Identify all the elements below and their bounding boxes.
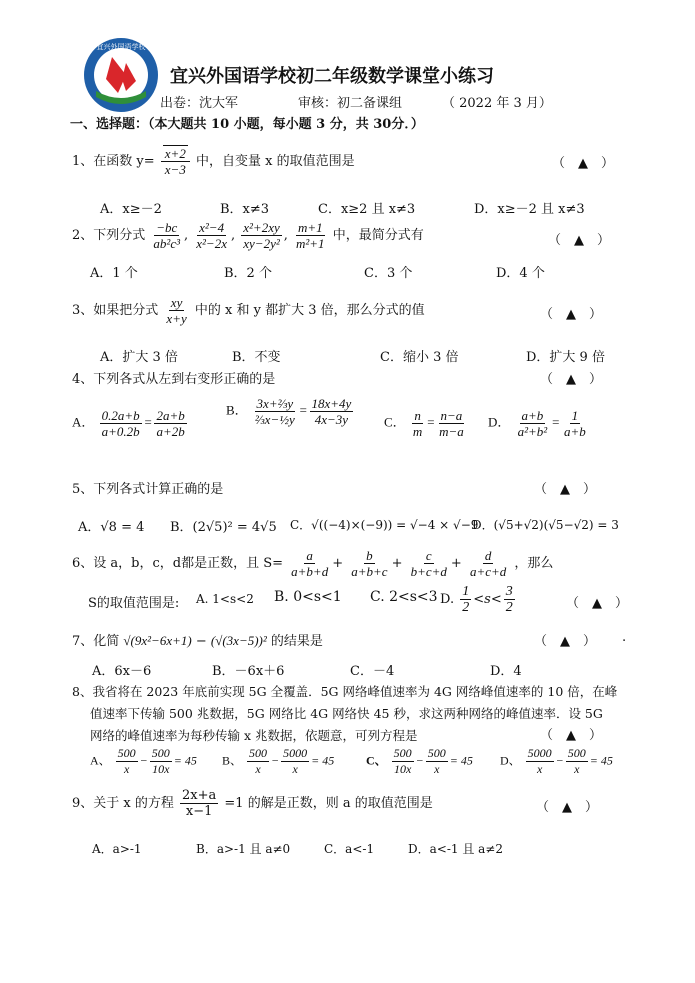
q6-stem-a: 6、设 a，b，c，d都是正数，且 S= [72, 556, 284, 571]
q2-f1-den: ab²c³ [153, 236, 180, 251]
question-6: 6、设 a，b，c，d都是正数，且 S= $\frac{a}{a+b+d}$ + $\frac{b}{a+b+c}$ + $\frac{c}{b+c+d}$ + $\frac{d}{a+c+d}$ ，那么 [72, 548, 554, 579]
q8-option-c[interactable]: C、 $\frac{500}{10x}$ − $\frac{500}{x}$ = 45 [366, 746, 473, 776]
question-1 [72, 146, 355, 177]
q3-mark: （ ▲ ） [540, 307, 602, 322]
q6-option-a[interactable]: A. 1<s<2 [196, 592, 254, 606]
q7-expr-2: (√(3x−5))² [210, 633, 267, 648]
section-title: 一、选择题：（本大题共 10 小题，每小题 3 分，共 30分．） [70, 117, 424, 132]
q2-f2-den: x²−2x [196, 236, 227, 251]
q3-option-a[interactable]: A．扩大 3 倍 [100, 350, 178, 365]
q9-option-b[interactable]: B．a>-1 且 a≠0 [196, 842, 291, 856]
q1-stem-a: 1、在函数 y= [72, 154, 155, 169]
q3-option-b[interactable]: B．不变 [232, 350, 281, 365]
q8-d-label: D、 [500, 753, 521, 768]
q1-option-b[interactable]: B．x≠3 [220, 202, 270, 217]
q2-stem-b: 中，最简分式有 [332, 228, 424, 243]
svg-text:宜兴外国语学校: 宜兴外国语学校 [96, 43, 146, 51]
q1-den: x−3 [164, 162, 186, 177]
q8-mark: （ ▲ ） [540, 728, 602, 743]
q4-b-label: B． [226, 402, 248, 418]
question-9 [72, 788, 433, 819]
q3-option-d[interactable]: D．扩大 9 倍 [526, 350, 605, 365]
q6-stem-b: ，那么 [514, 556, 554, 571]
q4-option-c[interactable]: C． $\frac{n}{m}$ = $\frac{n-a}{m-a}$ [384, 408, 464, 439]
q8-option-a[interactable]: A、 $\frac{500}{x}$ − $\frac{500}{10x}$ = 45 [90, 746, 197, 776]
q4-option-d[interactable]: D． $\frac{a+b}{\text{a²+b²}}$ = $\frac{1}{a+b}$ [488, 408, 586, 439]
q2-mark: （ ▲ ） [548, 233, 610, 248]
q2-frac-4 [294, 220, 327, 251]
q3-num: xy [170, 295, 183, 310]
q2-frac-1 [151, 220, 182, 251]
q5-option-c[interactable]: C．√((−4)×(−9)) = √−4 × √−9 [290, 518, 479, 532]
q2-frac-3 [241, 220, 281, 251]
q1-num: x+2 [164, 146, 186, 161]
q2-f4-num: m+1 [297, 220, 323, 235]
q4-stem: 4、下列各式从左到右变形正确的是 [72, 372, 276, 387]
q8-option-b[interactable]: B、 $\frac{500}{x}$ − $\frac{5000}{x}$ = 45 [222, 746, 335, 776]
q2-option-d[interactable]: D．4 个 [496, 266, 545, 281]
q9-stem-b: =1 的解是正数，则 a 的取值范围是 [224, 796, 433, 811]
author-line: 出卷：沈大军 [160, 96, 239, 111]
q1-mark: （ ▲ ） [552, 156, 614, 171]
q2-option-b[interactable]: B．2 个 [224, 266, 272, 281]
q8-c-label: C、 [366, 753, 387, 768]
q9-den: x−1 [185, 804, 213, 819]
q7-mark: （ ▲ ） [534, 634, 596, 649]
q1-fraction [161, 146, 190, 177]
q8-line-3: 网络的峰值速率为每秒传输 x 兆数据，依题意，可列方程是 [90, 728, 418, 743]
q7-option-c[interactable]: C．－4 [350, 664, 395, 679]
q4-mark: （ ▲ ） [540, 372, 602, 387]
question-2: 2、下列分式 $\frac{-bc}{\text{ab²c³}}$ , $\frac{\text{x²−4}}{\text{x²−2x}}$ , $\frac{\text{x²+2xy}}{\text{xy−2y²}}$ , $\frac{m+1}{\text{m²+1}}$ 中，最简分式有 [72, 220, 424, 251]
q3-den: x+y [166, 311, 187, 326]
q5-stem: 5、下列各式计算正确的是 [72, 482, 224, 497]
q5-option-b[interactable]: B．(2√5)² = 4√5 [170, 520, 277, 535]
q2-f1-num: −bc [156, 220, 178, 235]
school-logo [82, 35, 160, 115]
q1-option-c[interactable]: C．x≥2 且 x≠3 [318, 202, 416, 217]
q7-stem-b: 的结果是 [270, 634, 323, 649]
q5-option-d[interactable]: D．(√5+√2)(√5−√2) = 3 [472, 518, 619, 532]
q2-option-a[interactable]: A．1 个 [90, 266, 138, 281]
q4-d-label: D． [488, 414, 511, 430]
q2-f3-num: x²+2xy [243, 220, 280, 235]
q8-b-label: B、 [222, 753, 243, 768]
q9-mark: （ ▲ ） [536, 800, 598, 815]
q6-option-c[interactable]: C. 2<s<3 [370, 589, 438, 605]
q2-stem-a: 2、下列分式 [72, 228, 146, 243]
q7-option-d[interactable]: D．4 [490, 664, 522, 679]
q6-mark: （ ▲ ） [566, 596, 628, 611]
q7-period: . [622, 630, 627, 645]
q1-option-a[interactable]: A．x≥－2 [100, 202, 162, 217]
q9-stem-a: 9、关于 x 的方程 [72, 796, 174, 811]
q2-option-c[interactable]: C．3 个 [364, 266, 413, 281]
q6-option-b[interactable]: B. 0<s<1 [274, 589, 342, 605]
q3-option-c[interactable]: C．缩小 3 倍 [380, 350, 459, 365]
q5-mark: （ ▲ ） [534, 482, 596, 497]
q4-option-b[interactable]: B． $\frac{\text{3x+⅔y}}{\text{⅔x−½y}}$ = $\frac{18x+4y}{4x-3y}$ [226, 396, 352, 427]
q4-a-label: A． [72, 414, 95, 430]
q5-option-a[interactable]: A．√8 = 4 [78, 520, 145, 535]
q4-c-label: C． [384, 414, 406, 430]
question-7: 7、化简 √(9x²−6x+1) − (√(3x−5))² 的结果是 [72, 633, 323, 649]
q7-expr-1: √(9x²−6x+1) [123, 633, 192, 648]
q8-a-label: A、 [90, 753, 111, 768]
q9-num: 2x+a [182, 788, 217, 803]
q6-line-2: S的取值范围是: [88, 596, 180, 611]
q7-option-b[interactable]: B．－6x＋6 [212, 664, 285, 679]
question-3 [72, 295, 425, 326]
page-title: 宜兴外国语学校初二年级数学课堂小练习 [170, 66, 494, 87]
q3-stem-a: 3、如果把分式 [72, 303, 159, 318]
q3-fraction [164, 295, 188, 326]
q8-line-1: 8、我省将在 2023 年底前实现 5G 全覆盖．5G 网络峰值速率为 4G 网络峰值速率的 10 倍，在峰 [72, 684, 618, 699]
q2-frac-2 [194, 220, 229, 251]
q3-stem-b: 中的 x 和 y 都扩大 3 倍，那么分式的值 [194, 303, 425, 318]
q2-f2-num: x²−4 [199, 220, 225, 235]
q8-option-d[interactable]: D、 $\frac{5000}{x}$ − $\frac{500}{x}$ = 45 [500, 746, 613, 776]
q4-option-a[interactable]: A． $\frac{0.2a+b}{a+0.2b}$ = $\frac{2a+b}{a+2b}$ [72, 408, 185, 439]
date-line: （ 2022 年 3 月） [442, 96, 552, 111]
q7-stem-a: 7、化简 [72, 634, 120, 649]
q7-option-a[interactable]: A．6x－6 [92, 664, 152, 679]
review-line: 审核：初二备课组 [298, 96, 403, 111]
q2-f3-den: xy−2y² [243, 236, 280, 251]
q1-option-d[interactable]: D．x≥－2 且 x≠3 [474, 202, 585, 217]
q9-fraction [180, 788, 218, 819]
q2-f4-den: m²+1 [296, 236, 325, 251]
q1-stem-b: 中，自变量 x 的取值范围是 [195, 154, 355, 169]
q6-d-label: D. [440, 592, 455, 607]
q9-option-d[interactable]: D．a<-1 且 a≠2 [408, 842, 503, 856]
q9-option-c[interactable]: C．a<-1 [324, 842, 375, 856]
q6-option-d[interactable]: D. $\frac{1}{2}$ <s< $\frac{3}{2}$ [440, 584, 513, 615]
q9-option-a[interactable]: A．a>-1 [92, 842, 142, 856]
q8-line-2: 值速率下传输 500 兆数据，5G 网络比 4G 网络快 45 秒，求这两种网络的峰值速率．设 5G [90, 706, 603, 721]
